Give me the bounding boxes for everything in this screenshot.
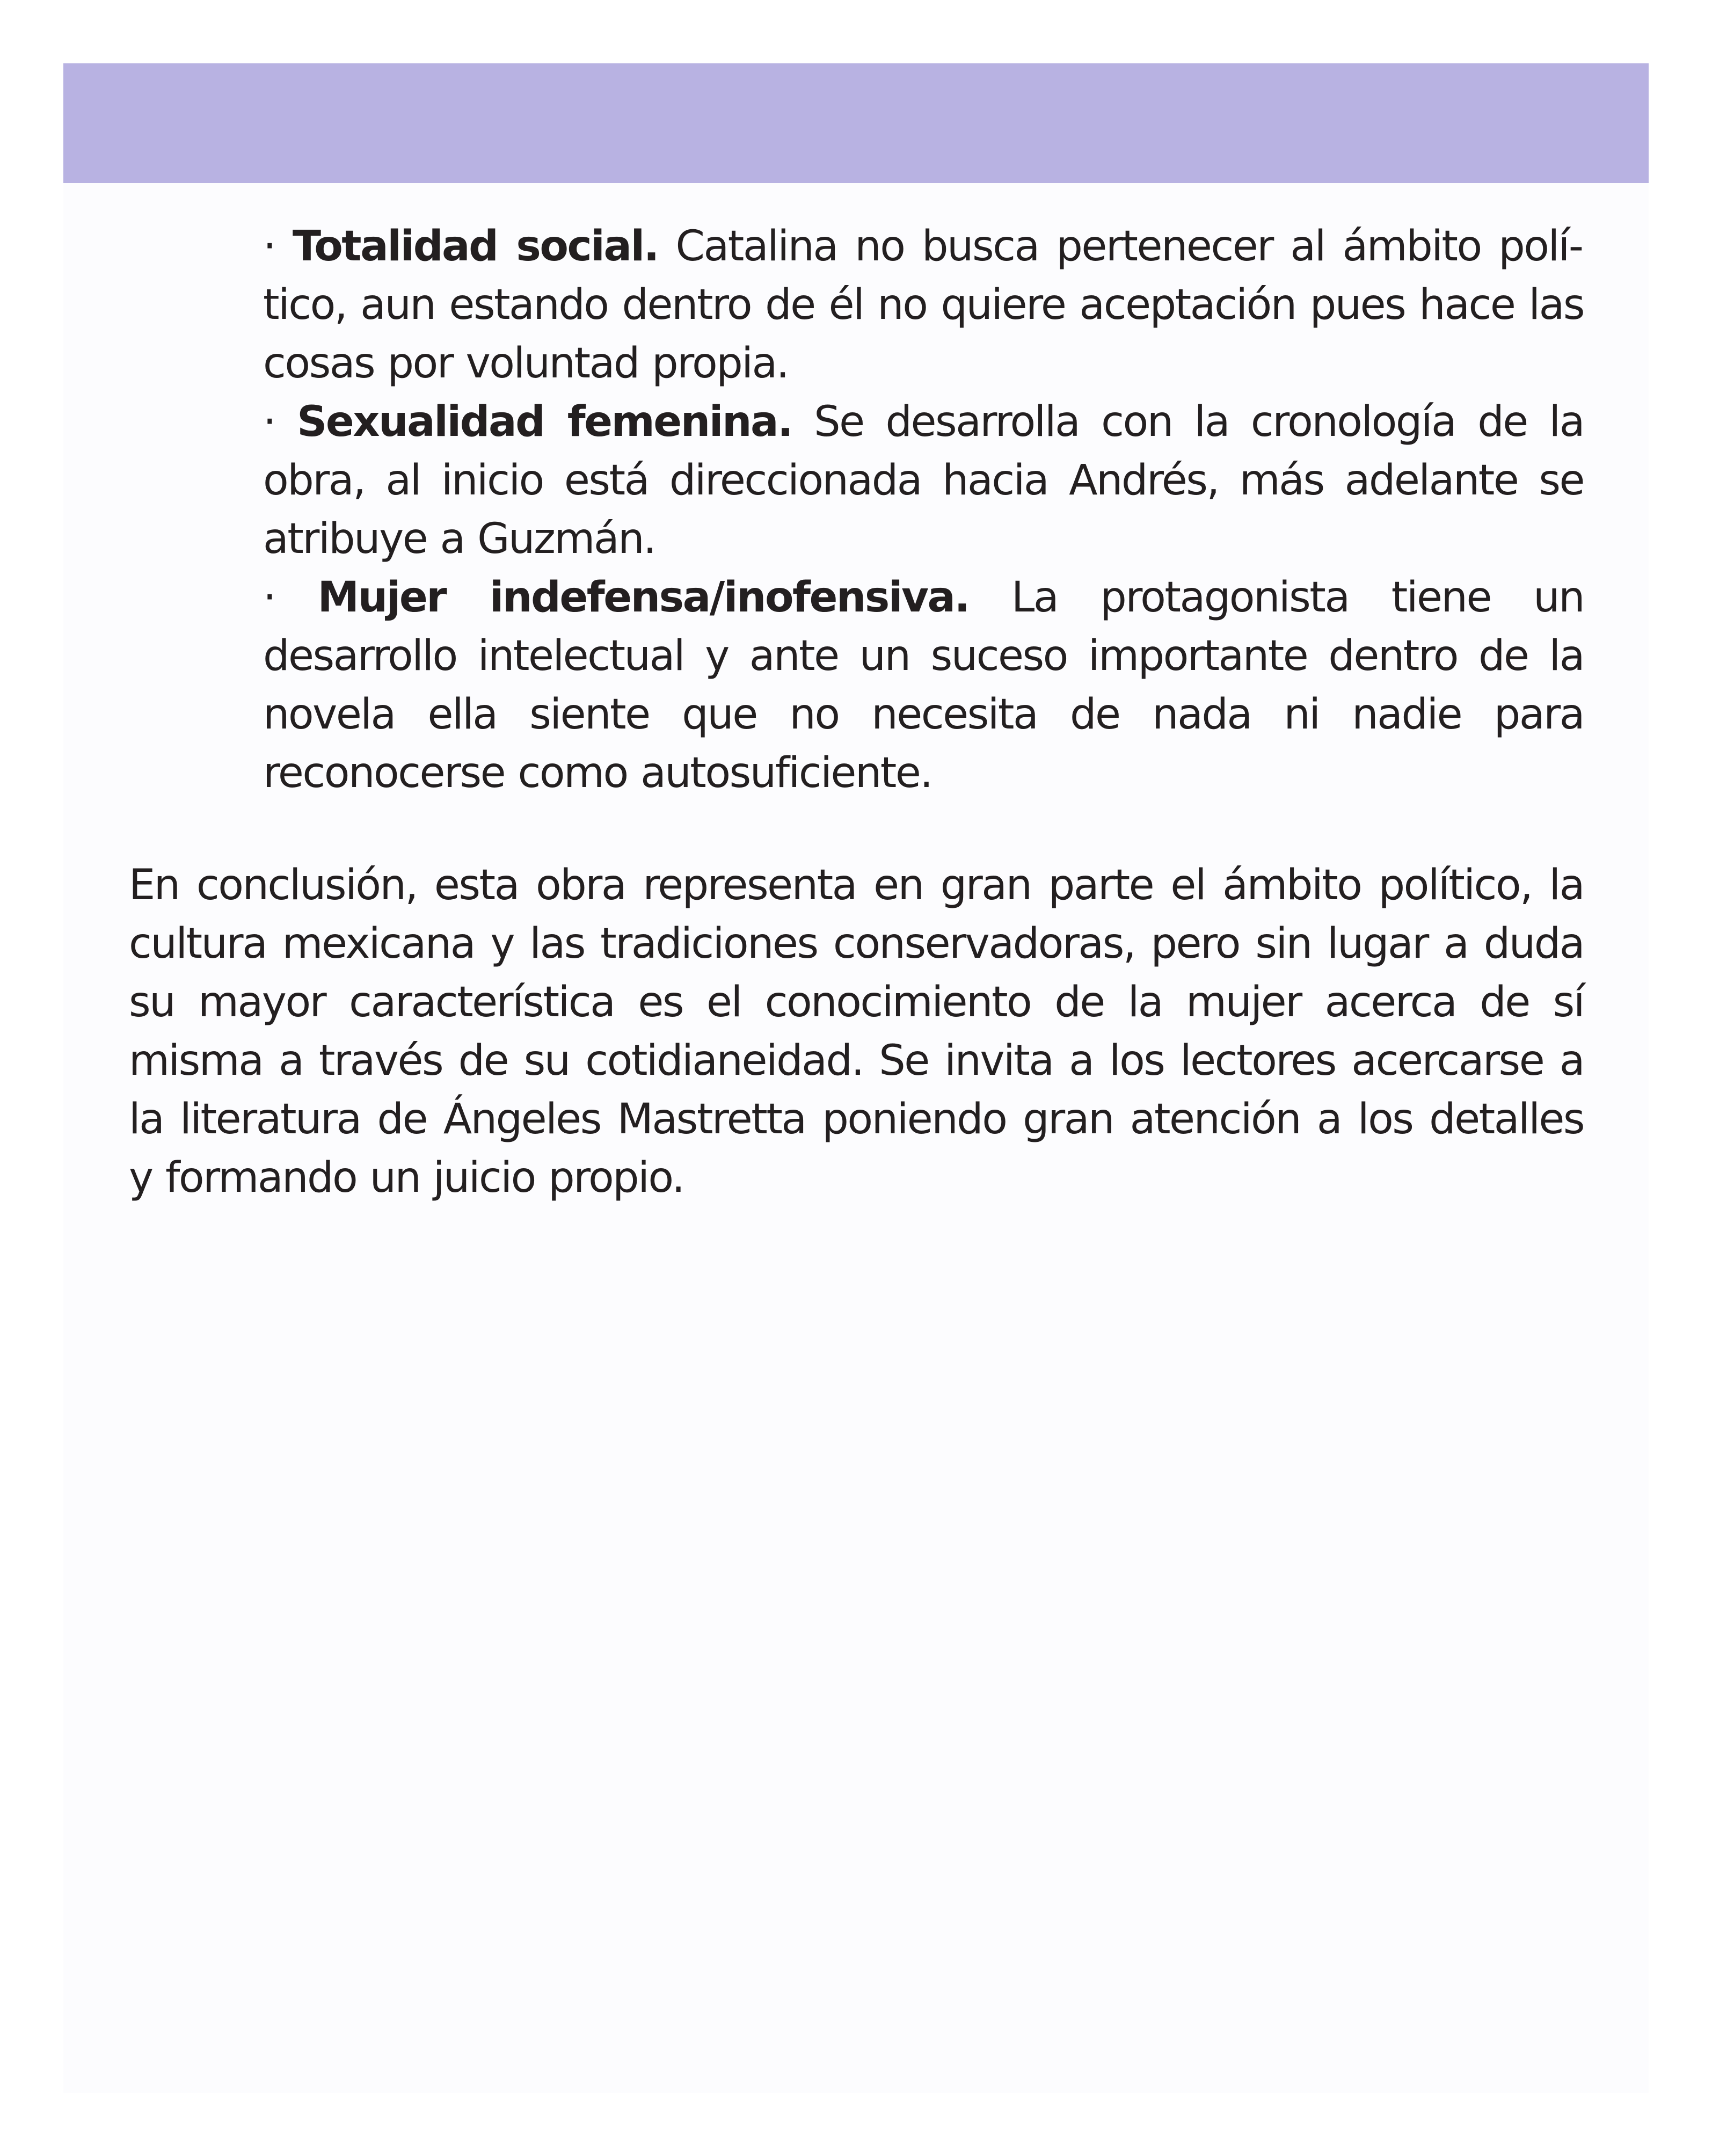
bullet-lead: Mujer indefensa/inofensiva. (317, 573, 969, 622)
bullet-list (263, 217, 1584, 803)
bullet-text: Se desarrolla con la cronología de la obra, al inicio está direccionada hacia Andrés, más adelante se atribuye a Guzmán. (263, 398, 1584, 563)
bullet-item-totalidad-social (263, 217, 1584, 393)
bullet-text: La protagonista tiene un desarrollo intelectual y ante un suceso importante dentro de la novela ella siente que no necesita de nada ni nadie para reconocerse como autosuficiente. (263, 573, 1584, 797)
bullet-lead: Sexualidad femenina. (297, 398, 792, 446)
bullet-item-sexualidad-femenina (263, 393, 1584, 569)
bullet-text: Catalina no busca pertenecer al ámbito político, aun estando dentro de él no quiere aceptación pues hace las cosas por voluntad propia. (263, 222, 1584, 388)
conclusion-paragraph: En conclusión, esta obra representa en gran parte el ámbito político, la cultura mexicana y las tradiciones conservadoras, pero sin lugar a duda su mayor característica es el conocimiento de la mujer acerca de sí misma a través de su cotidianeidad. Se invita a los lectores acercarse a la literatura de Ángeles Mastretta poniendo gran atención a los detalles y formando un juicio propio. (129, 861, 1584, 1202)
header-band (63, 63, 1649, 183)
bullet-lead: Totalidad social. (292, 222, 658, 271)
bullet-item-mujer-indefensa (263, 569, 1584, 803)
bullet-dot: · (263, 222, 275, 271)
bullet-dot: · (263, 398, 275, 446)
bullet-dot: · (263, 573, 275, 622)
